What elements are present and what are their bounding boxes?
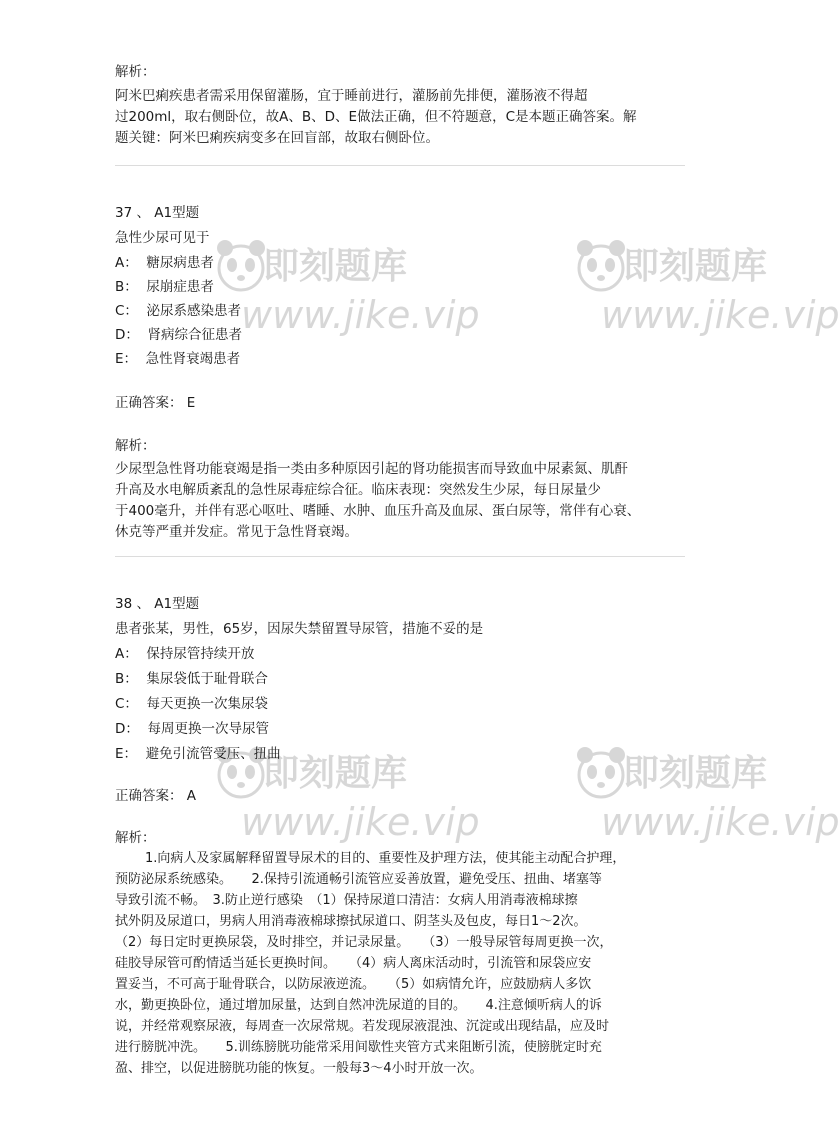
q38-header: 38 、 A1型题 bbox=[115, 596, 200, 612]
watermark-url: www.jike.vip bbox=[601, 800, 840, 844]
q37-analysis-line: 升高及水电解质紊乱的急性尿毒症综合征。临床表现：突然发生少尿，每日尿量少 bbox=[115, 482, 601, 498]
q37-analysis-line: 少尿型急性肾功能衰竭是指一类由多种原因引起的肾功能损害而导致血中尿素氮、肌酐 bbox=[115, 461, 628, 477]
option-key: D： bbox=[115, 721, 139, 737]
q36-analysis-text bbox=[115, 86, 687, 149]
q37-answer: 正确答案： E bbox=[115, 395, 196, 411]
q38-analysis-line: 置妥当，不可高于耻骨联合，以防尿液逆流。 （5）如病情允许，应鼓励病人多饮 bbox=[115, 977, 592, 992]
q38-analysis-line: 预防泌尿系统感染。 2.保持引流通畅引流管应妥善放置，避免受压、扭曲、堵塞等 bbox=[115, 872, 602, 887]
q37-option-b bbox=[115, 277, 214, 297]
option-key: C： bbox=[115, 696, 138, 712]
watermark-brand: 即刻题库 bbox=[623, 246, 768, 287]
watermark-brand: 即刻题库 bbox=[263, 246, 408, 287]
option-text: 肾病综合征患者 bbox=[147, 327, 242, 343]
q38-option-c bbox=[115, 694, 268, 714]
option-text: 每天更换一次集尿袋 bbox=[146, 696, 269, 712]
section-divider bbox=[115, 556, 685, 557]
watermark-url: www.jike.vip bbox=[241, 800, 480, 844]
q38-option-e bbox=[115, 744, 281, 764]
q38-analysis-label: 解析： bbox=[115, 830, 156, 846]
q38-analysis-line: 进行膀胱冲洗。 5.训练膀胱功能常采用间歇性夹管方式来阻断引流，使膀胱定时充 bbox=[115, 1040, 602, 1055]
q37-analysis-line: 休克等严重并发症。常见于急性肾衰竭。 bbox=[115, 524, 358, 540]
q38-analysis-line: 拭外阴及尿道口，男病人用消毒液棉球擦拭尿道口、阴茎头及包皮，每日1～2次。 bbox=[115, 914, 587, 929]
q37-option-e bbox=[115, 349, 240, 369]
option-key: E： bbox=[115, 351, 138, 367]
q38-option-d bbox=[115, 719, 269, 739]
option-text: 糖尿病患者 bbox=[146, 255, 214, 271]
q38-analysis-line: 水，勤更换卧位，通过增加尿量，达到自然冲洗尿道的目的。 4.注意倾听病人的诉 bbox=[115, 998, 602, 1013]
q38-analysis-line: 硅胶导尿管可酌情适当延长更换时间。 （4）病人离床活动时，引流管和尿袋应安 bbox=[115, 956, 592, 971]
option-key: B： bbox=[115, 671, 138, 687]
panda-icon bbox=[215, 238, 267, 298]
option-text: 每周更换一次导尿管 bbox=[147, 721, 269, 737]
section-divider bbox=[115, 165, 685, 166]
q37-analysis-label: 解析： bbox=[115, 438, 156, 454]
option-text: 集尿袋低于耻骨联合 bbox=[146, 671, 268, 687]
watermark-brand: 即刻题库 bbox=[623, 753, 768, 794]
option-text: 泌尿系感染患者 bbox=[146, 303, 242, 319]
q38-stem: 患者张某，男性，65岁，因尿失禁留置导尿管，措施不妥的是 bbox=[115, 621, 484, 637]
option-key: A： bbox=[115, 646, 138, 662]
q36-analysis-line: 题关键：阿米巴痢疾病变多在回盲部，故取右侧卧位。 bbox=[115, 130, 439, 146]
q36-analysis-line: 过200ml，取右侧卧位，故A、B、D、E做法正确，但不符题意，C是本题正确答案。解 bbox=[115, 109, 637, 125]
q38-analysis-line: 1.向病人及家属解释留置导尿术的目的、重要性及护理方法，使其能主动配合护理， bbox=[145, 851, 626, 866]
option-text: 急性肾衰竭患者 bbox=[145, 351, 241, 367]
q37-option-a bbox=[115, 253, 214, 273]
q38-analysis-line: 盈、排空，以促进膀胱功能的恢复。一般每3～4小时开放一次。 bbox=[115, 1061, 483, 1076]
q37-analysis-line: 于400毫升，并伴有恶心呕吐、嗜睡、水肿、血压升高及血尿、蛋白尿等，常伴有心衰、 bbox=[115, 503, 641, 519]
option-text: 尿崩症患者 bbox=[146, 279, 214, 295]
watermark bbox=[575, 238, 840, 348]
option-key: D： bbox=[115, 327, 139, 343]
option-key: C： bbox=[115, 303, 138, 319]
option-text: 保持尿管持续开放 bbox=[146, 646, 255, 662]
watermark-brand: 即刻题库 bbox=[263, 753, 408, 794]
option-text: 避免引流管受压、扭曲 bbox=[145, 746, 281, 762]
q37-header: 37 、 A1型题 bbox=[115, 205, 200, 221]
q36-analysis-label: 解析： bbox=[115, 64, 156, 80]
q37-option-d bbox=[115, 325, 242, 345]
q36-analysis-line: 阿米巴痢疾患者需采用保留灌肠，宜于睡前进行，灌肠前先排便，灌肠液不得超 bbox=[115, 88, 588, 104]
watermark bbox=[575, 745, 840, 855]
q38-analysis-line: （2）每日定时更换尿袋，及时排空，并记录尿量。 （3）一般导尿管每周更换一次， bbox=[115, 935, 613, 950]
q37-stem: 急性少尿可见于 bbox=[115, 230, 210, 246]
q38-analysis-text bbox=[115, 848, 687, 1079]
panda-icon bbox=[575, 238, 627, 298]
q38-option-a bbox=[115, 644, 254, 664]
option-key: A： bbox=[115, 255, 138, 271]
q38-option-b bbox=[115, 669, 268, 689]
q37-option-c bbox=[115, 301, 241, 321]
option-key: B： bbox=[115, 279, 138, 295]
q38-analysis-line: 说，并经常观察尿液，每周查一次尿常规。若发现尿液混浊、沉淀或出现结晶，应及时 bbox=[115, 1019, 610, 1034]
q37-analysis-text bbox=[115, 459, 687, 543]
panda-icon bbox=[575, 745, 627, 805]
watermark-url: www.jike.vip bbox=[601, 293, 840, 337]
watermark-url: www.jike.vip bbox=[241, 293, 480, 337]
watermark bbox=[215, 238, 480, 348]
q38-analysis-line: 导致引流不畅。 3.防止逆行感染 （1）保持尿道口清洁：女病人用消毒液棉球擦 bbox=[115, 893, 578, 908]
option-key: E： bbox=[115, 746, 138, 762]
q38-answer: 正确答案： A bbox=[115, 788, 197, 804]
